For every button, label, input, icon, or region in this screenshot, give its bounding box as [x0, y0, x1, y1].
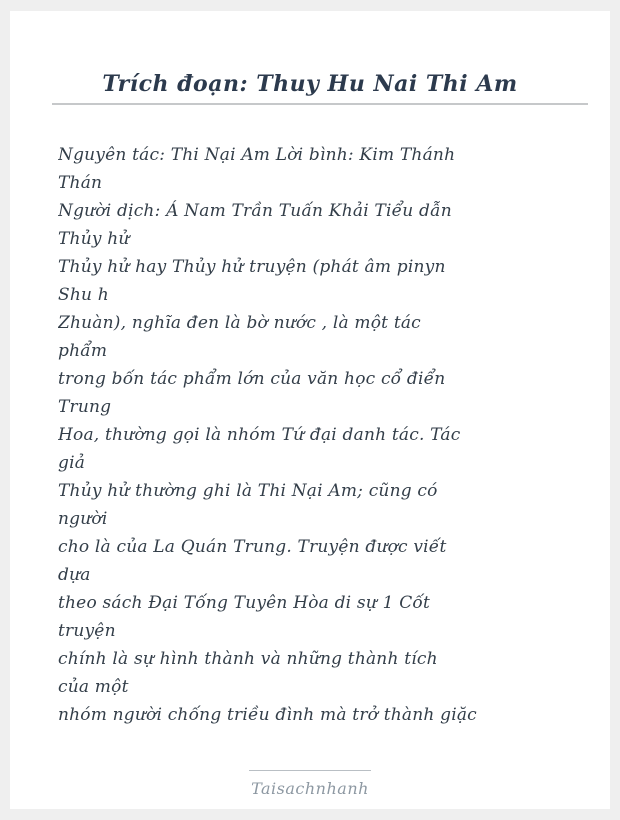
body-line: nhóm người chống triều đình mà trở thành giặc [58, 705, 477, 725]
body-line: phẩm [58, 341, 108, 361]
body-line: Nguyên tác: Thi Nại Am Lời bình: Kim Thánh [58, 145, 456, 165]
body-line: của một [58, 677, 129, 697]
body-line: người [58, 509, 108, 529]
body-line: Trung [58, 397, 112, 417]
body-line: giả [58, 453, 86, 473]
document-body [58, 141, 580, 729]
body-line: chính là sự hình thành và những thành tích [58, 649, 438, 669]
body-line: Thủy hử hay Thủy hử truyện (phát âm pinyn [58, 257, 446, 277]
body-line: Thán [58, 173, 103, 193]
document-page [10, 11, 610, 809]
body-line: dựa [58, 565, 91, 585]
body-line: trong bốn tác phẩm lớn của văn học cổ điển [58, 369, 446, 389]
body-line: truyện [58, 621, 116, 641]
body-line: theo sách Đại Tống Tuyên Hòa di sự 1 Cốt [58, 593, 431, 613]
body-line: cho là của La Quán Trung. Truyện được viết [58, 537, 447, 557]
body-line: Người dịch: Á Nam Trần Tuấn Khải Tiểu dẫn [58, 201, 452, 221]
body-line: Zhuàn), nghĩa đen là bờ nước , là một tác [58, 313, 421, 333]
footer-divider [249, 770, 371, 771]
body-line: Shu h [58, 285, 109, 305]
body-line: Hoa, thường gọi là nhóm Tứ đại danh tác. Tác [58, 425, 461, 445]
body-line: Thủy hử [58, 229, 130, 249]
page-title: Trích đoạn: Thuy Hu Nai Thi Am [102, 71, 518, 97]
title-divider [52, 103, 588, 105]
body-line: Thủy hử thường ghi là Thi Nại Am; cũng có [58, 481, 438, 501]
footer-signature: Taisachnhanh [251, 779, 369, 798]
